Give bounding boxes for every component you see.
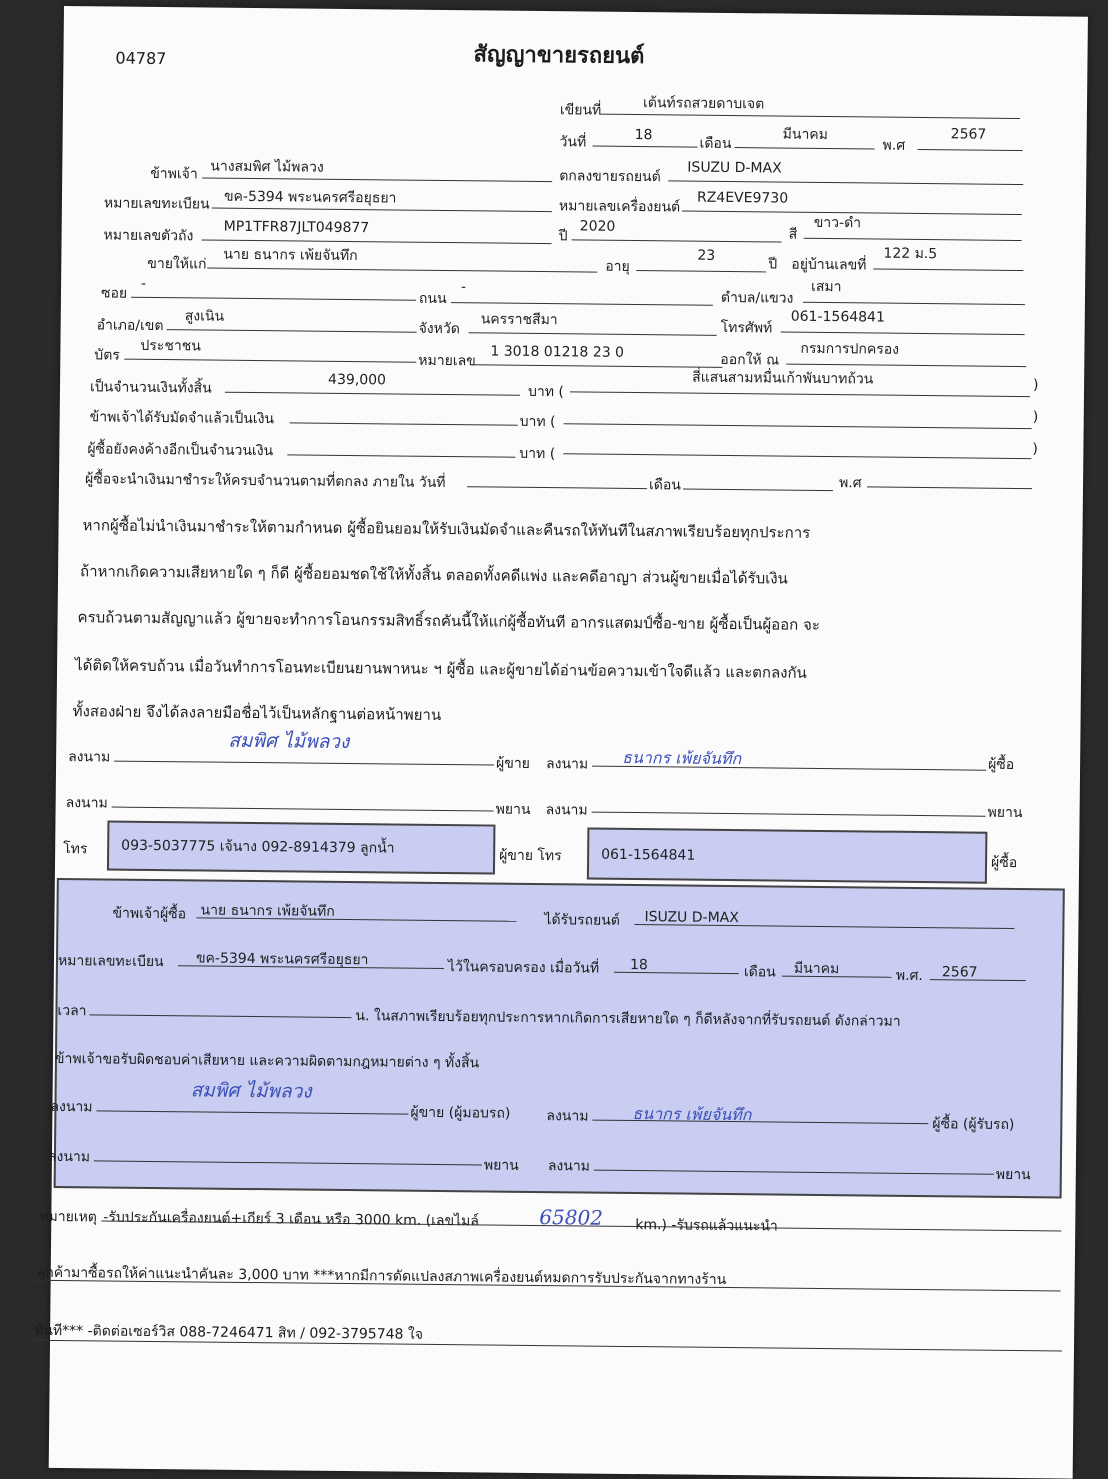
total-words: สี่แสนสามหมื่นเก้าพันบาทถ้วน	[692, 369, 874, 388]
owed-baht-label: บาท (	[519, 445, 556, 463]
phone-label: โทรศัพท์	[720, 319, 773, 337]
province-value: นครราชสีมา	[480, 311, 558, 329]
month-label: เดือน	[699, 135, 732, 152]
notes-text-1b: km.) -รับรถแล้วแนะนำ	[635, 1217, 778, 1235]
written-at-label: เขียนที่	[559, 102, 602, 119]
seller-label: ข้าพเจ้า	[150, 165, 198, 183]
seller-phone-label: โทร	[63, 841, 88, 858]
receipt-year-label: พ.ศ.	[895, 967, 923, 985]
phone-line	[781, 332, 1025, 336]
receipt-seller-signature: สมพิศ ไม้พลวง	[190, 1079, 312, 1103]
age-line	[636, 270, 766, 272]
chassis-label: หมายเลขตัวถัง	[103, 227, 194, 245]
receipt-plate-label: หมายเลขทะเบียน	[57, 952, 164, 971]
agree-label: ตกลงขายรถยนต์	[559, 168, 661, 186]
plate-label: หมายเลขทะเบียน	[103, 195, 210, 213]
page-title: สัญญาขายรถยนต์	[473, 42, 645, 70]
district-label: อำเภอ/เขต	[96, 317, 164, 335]
total-line	[225, 392, 520, 396]
receipt-sign-label-witness-2: ลงนาม	[547, 1158, 591, 1175]
form-number: 04787	[115, 48, 167, 69]
total-label: เป็นจำนวนเงินทั้งสิ้น	[89, 379, 212, 397]
witness-1-role: พยาน	[495, 801, 531, 818]
subdistrict-label: ตำบล/แขวง	[720, 289, 794, 307]
subdistrict-line	[803, 302, 1025, 305]
house-value: 122 ม.5	[883, 245, 938, 263]
notes-label: หมายเหตุ	[39, 1208, 98, 1226]
buyer-phone-box	[587, 828, 988, 884]
card-line	[124, 359, 416, 363]
receipt-sign-label-seller: ลงนาม	[50, 1098, 93, 1116]
written-at-value: เต้นท์รถสวยดาบเจต	[642, 95, 765, 113]
deposit-baht-label: บาท (	[519, 413, 556, 431]
district-value: สูงเนิน	[184, 308, 225, 325]
witness-2-line	[592, 812, 986, 817]
receipt-day: 18	[629, 956, 648, 974]
phone-value: 061-1564841	[790, 308, 885, 326]
receipt-buyer-signature: ธนากร เพ้ยจันทึก	[632, 1104, 752, 1125]
owed-line	[287, 454, 515, 457]
card-label: บัตร	[94, 347, 120, 364]
model-year-value: 2020	[579, 218, 616, 235]
deposit-words-line	[564, 423, 1032, 429]
seller-line	[202, 177, 552, 182]
notes-mileage: 65802	[539, 1205, 604, 1230]
id-label: หมายเลข	[418, 352, 476, 370]
district-line	[167, 329, 417, 333]
plate-line	[212, 208, 552, 213]
buyer-signature: ธนากร เพ้ยจันทึก	[622, 747, 742, 769]
id-value: 1 3018 01218 23 0	[490, 343, 625, 361]
due-year-label: พ.ศ	[838, 475, 862, 492]
province-line	[469, 332, 717, 336]
plate-value: ขค-5394 พระนครศรีอยุธยา	[223, 188, 397, 207]
province-label: จังหวัด	[418, 320, 460, 338]
issued-label: ออกให้ ณ	[720, 351, 780, 369]
seller-phone-role-label: ผู้ขาย โทร	[499, 847, 562, 865]
notes-text-3: ทันที*** -ติดต่อเซอร์วิส 088-7246471 สิท / 092-3795748 ใจ	[34, 1322, 424, 1343]
id-line	[472, 364, 722, 368]
total-value: 439,000	[328, 371, 387, 389]
day-value: 18	[634, 126, 653, 144]
issued-value: กรมการปกครอง	[800, 340, 900, 358]
issued-line	[786, 364, 1026, 368]
date-label: วันที่	[559, 134, 587, 151]
road-label: ถนน	[418, 290, 447, 308]
receipt-buyer-label: ข้าพเจ้าผู้ซื้อ	[112, 905, 187, 923]
day-line	[593, 146, 698, 148]
year-label: พ.ศ	[882, 137, 906, 154]
soi-value: -	[141, 275, 147, 292]
notes-text-1a: -รับประกันเครื่องยนต์+เกียร์ 3 เดือน หรือ 3000 km. (เลขไมล์	[103, 1209, 480, 1230]
model-year-label: ปี	[558, 228, 568, 245]
receipt-seller-role: ผู้ขาย (ผู้มอบรถ)	[410, 1104, 511, 1122]
witness-1-line	[112, 807, 494, 812]
witness-2-role: พยาน	[987, 804, 1023, 822]
due-year-line	[867, 486, 1032, 489]
house-line	[873, 268, 1023, 271]
buyer-role: ผู้ซื้อ	[988, 756, 1015, 773]
deposit-close: )	[1032, 409, 1039, 426]
receipt-condition: น. ในสภาพเรียบร้อยทุกประการหากเกิดการเสียหายใด ๆ ก็ดีหลังจากที่รับรถยนต์ ดังกล่าวมา	[355, 1008, 901, 1030]
receipt-witness-2-role: พยาน	[995, 1166, 1031, 1184]
chassis-line	[202, 239, 552, 244]
car-value: ISUZU D-MAX	[687, 159, 782, 177]
seller-phone-box	[107, 820, 496, 874]
age-label: อายุ	[605, 258, 630, 275]
deposit-line	[290, 422, 518, 425]
total-baht-label: บาท (	[527, 383, 564, 401]
sign-label-seller: ลงนาม	[68, 749, 111, 766]
color-value: ขาว-ดำ	[813, 214, 862, 232]
subdistrict-value: เสมา	[811, 278, 842, 296]
total-close: )	[1032, 377, 1039, 394]
engine-value: RZ4EVE9730	[696, 189, 789, 207]
receipt-buyer-role: ผู้ซื้อ (ผู้รับรถ)	[932, 1116, 1015, 1134]
terms-line-1: หากผู้ซื้อไม่นำเงินมาชำระให้ตามกำหนด ผู้ซื้อยินยอมให้รับเงินมัดจำและคืนรถให้ทันทีในสภาพเรียบร้อยทุกประการ	[82, 516, 811, 542]
car-line	[668, 180, 1023, 185]
written-at-line	[600, 114, 1020, 119]
card-value: ประชาชน	[140, 337, 201, 355]
total-words-line	[570, 391, 1030, 397]
buyer-phone-role: ผู้ซื้อ	[990, 854, 1018, 872]
engine-label: หมายเลขเครื่องยนต์	[558, 198, 681, 216]
receipt-time-label: เวลา	[57, 1002, 87, 1020]
sign-label-witness-2: ลงนาม	[545, 802, 588, 819]
sign-label-witness-1: ลงนาม	[65, 795, 108, 812]
terms-line-2: ถ้าหากเกิดความเสียหายใด ๆ ก็ดี ผู้ซื้อยอมชดใช้ให้ทั้งสิ้น ตลอดทั้งคดีแพ่ง และคดีอาญา ส่วนผู้ขายเมื่อได้รับเงิน	[79, 562, 788, 588]
soi-label: ซอย	[100, 285, 128, 302]
soi-line	[131, 297, 416, 301]
year-line	[918, 149, 1023, 151]
owed-words-line	[563, 453, 1031, 459]
terms-line-4: ได้ติดให้ครบถ้วน เมื่อวันทำการโอนทะเบียนยานพาหนะ ฯ ผู้ซื้อ และผู้ขายได้อ่านข้อความเข้าใจดีแล้ว และตกลงกัน	[75, 656, 807, 682]
receipt-buyer: นาย ธนากร เพ้ยจันทึก	[200, 902, 335, 920]
contract-page	[34, 6, 1088, 1479]
seller-phone: 093-5037775 เจ้นาง 092-8914379 ลูกน้ำ	[121, 837, 395, 857]
deposit-label: ข้าพเจ้าได้รับมัดจำแล้วเป็นเงิน	[89, 409, 275, 428]
receipt-sign-label-buyer: ลงนาม	[546, 1108, 589, 1125]
seller-name: นางสมพิศ ไม้พลวง	[210, 158, 324, 176]
color-label: สี	[788, 226, 798, 243]
year-value: 2567	[950, 126, 987, 143]
due-month-label: เดือน	[648, 477, 681, 494]
seller-role: ผู้ขาย	[496, 755, 531, 772]
owed-label: ผู้ซื้อยังคงค้างอีกเป็นจำนวนเงิน	[87, 441, 274, 460]
house-label: อยู่บ้านเลขที่	[791, 256, 867, 274]
receipt-received-label: ได้รับรถยนต์	[544, 912, 620, 929]
terms-line-3: ครบถ้วนตามสัญญาแล้ว ผู้ขายจะทำการโอนกรรมสิทธิ์รถคันนี้ให้แก่ผู้ซื้อทันที อากรแสตมป์ซื้อ-ขาย ผู้ซื้อเป็นผู้ออก จะ	[77, 608, 821, 634]
receipt-liability: ข้าพเจ้าขอรับผิดชอบค่าเสียหาย และความผิดตามกฎหมายต่าง ๆ ทั้งสิ้น	[54, 1050, 480, 1072]
terms-line-5: ทั้งสองฝ่าย จึงได้ลงลายมือชื่อไว้เป็นหลักฐานต่อหน้าพยาน	[72, 702, 442, 724]
receipt-sign-label-witness-1: ลงนาม	[47, 1148, 91, 1166]
notes-text-2: ลูกค้ามาซื้อรถให้ค่าแนะนำคันละ 3,000 บาท ***หากมีการดัดแปลงสภาพเครื่องยนต์หมดการรับประกันจากทางร้าน	[36, 1264, 727, 1289]
chassis-value: MP1TFR87JLT049877	[223, 218, 370, 237]
road-line	[451, 302, 713, 306]
receipt-plate: ขค-5394 พระนครศรีอยุธยา	[195, 950, 369, 969]
receipt-year: 2567	[941, 964, 978, 981]
owed-close: )	[1032, 441, 1038, 458]
sign-label-buyer: ลงนาม	[546, 756, 589, 773]
receipt-month: มีนาคม	[793, 960, 840, 978]
buyer-name: นาย ธนากร เพ้ยจันทึก	[223, 246, 358, 265]
receipt-car: ISUZU D-MAX	[644, 909, 739, 927]
age-value: 23	[697, 247, 716, 264]
receipt-month-label: เดือน	[743, 964, 776, 981]
seller-signature: สมพิศ ไม้พลวง	[228, 729, 350, 754]
age-unit: ปี	[768, 256, 778, 273]
color-line	[804, 238, 1022, 241]
receipt-possession-label: ไว้ในครอบครอง เมื่อวันที่	[447, 959, 600, 977]
due-month-line	[683, 489, 833, 492]
road-value: -	[460, 279, 467, 296]
due-day-line	[467, 486, 647, 489]
month-line	[735, 147, 875, 149]
receipt-witness-1-role: พยาน	[483, 1157, 519, 1174]
due-label: ผู้ซื้อจะนำเงินมาชำระให้ครบจำนวนตามที่ตกลง ภายใน วันที่	[84, 471, 446, 492]
notes-line-3	[32, 1340, 1062, 1352]
buyer-line	[207, 268, 597, 273]
seller-sign-line	[114, 761, 494, 766]
buyer-phone: 061-1564841	[601, 846, 696, 864]
sell-to-label: ขายให้แก่	[147, 255, 207, 273]
month-value: มีนาคม	[782, 126, 829, 144]
model-year-line	[572, 239, 782, 242]
